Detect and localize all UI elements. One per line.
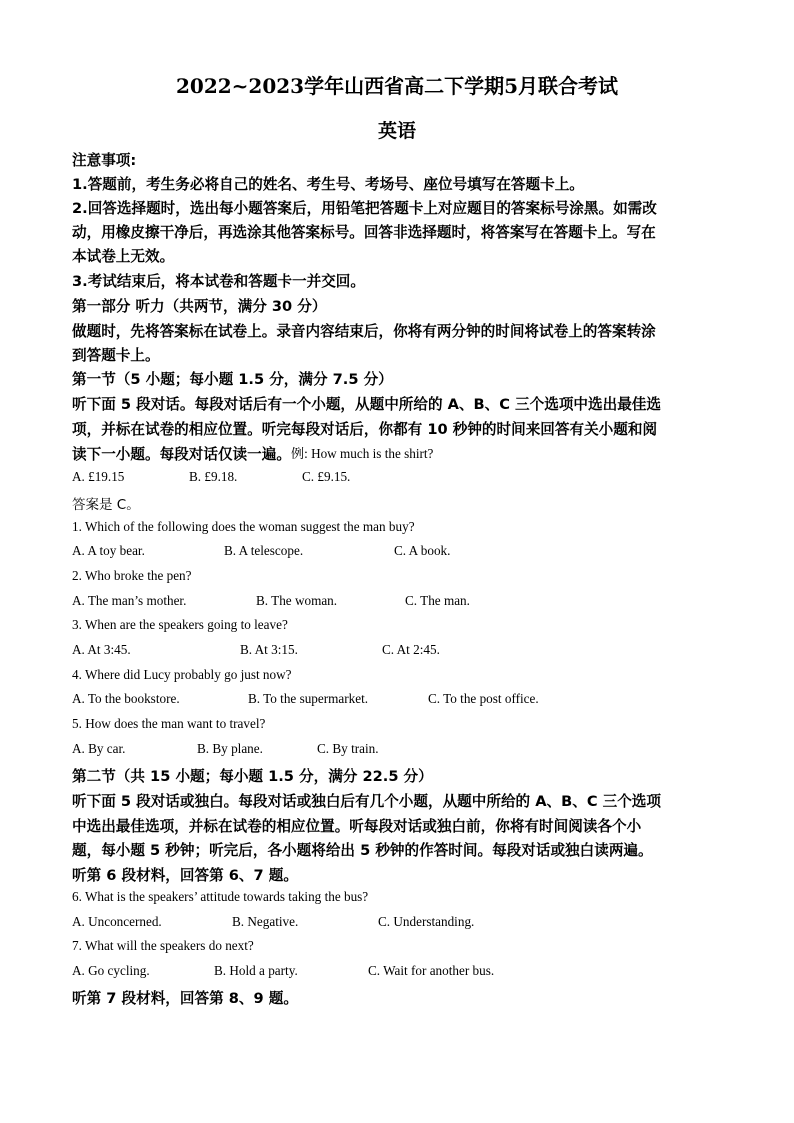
question-2-stem: 2. Who broke the pen? bbox=[72, 568, 192, 583]
question-4-options bbox=[72, 691, 732, 709]
option-b: B. A telescope. bbox=[224, 543, 304, 558]
option-b: B. By plane. bbox=[197, 741, 263, 756]
option-b: B. To the supermarket. bbox=[248, 691, 369, 706]
material-6-heading: 听第 6 段材料，回答第 6、7 题。 bbox=[72, 867, 298, 884]
notice-item-2-line-3: 本试卷上无效。 bbox=[72, 248, 175, 265]
option-c: C. By train. bbox=[317, 741, 379, 756]
exam-title: 2022~2023学年山西省高二下学期5月联合考试 bbox=[175, 74, 618, 98]
question-6-options bbox=[72, 914, 732, 932]
notice-item-2-line-2: 动，用橡皮擦干净后，再选涂其他答案标号。回答非选择题时，将答案写在答题卡上。写在 bbox=[72, 224, 656, 241]
section2-intro-line-2: 中选出最佳选项，并标在试卷的相应位置。听每段对话或独白前，你将有时间阅读各个小 bbox=[72, 818, 642, 835]
example-option-b: B. £9.18. bbox=[189, 469, 238, 484]
material-7-heading: 听第 7 段材料，回答第 8、9 题。 bbox=[72, 990, 298, 1007]
example-option-a: A. £19.15 bbox=[72, 469, 125, 484]
option-c: C. To the post office. bbox=[428, 691, 539, 706]
question-3-options bbox=[72, 642, 732, 660]
example-option-c: C. £9.15. bbox=[302, 469, 351, 484]
section1-intro-line-1: 听下面 5 段对话。每段对话后有一个小题，从题中所给的 A、B、C 三个选项中选出最佳选 bbox=[72, 396, 661, 413]
part1-heading: 第一部分 听力（共两节，满分 30 分） bbox=[72, 298, 327, 315]
part1-intro-line-1: 做题时，先将答案标在试卷上。录音内容结束后，你将有两分钟的时间将试卷上的答案转涂 bbox=[72, 323, 656, 340]
part1-intro-line-2: 到答题卡上。 bbox=[72, 347, 160, 364]
option-c: C. The man. bbox=[405, 593, 470, 608]
section1-intro-line-3-cn: 读下一小题。每段对话仅读一遍。 bbox=[72, 446, 291, 463]
question-7-options bbox=[72, 963, 732, 981]
example-question: 例: How much is the shirt? bbox=[290, 446, 434, 461]
option-a: A. At 3:45. bbox=[72, 642, 131, 657]
question-2-options bbox=[72, 593, 732, 611]
option-c: C. Wait for another bus. bbox=[368, 963, 495, 978]
option-a: A. By car. bbox=[72, 741, 126, 756]
option-a: A. To the bookstore. bbox=[72, 691, 180, 706]
option-b: B. The woman. bbox=[256, 593, 338, 608]
option-b: B. Hold a party. bbox=[214, 963, 298, 978]
section2-heading: 第二节（共 15 小题；每小题 1.5 分，满分 22.5 分） bbox=[72, 768, 433, 785]
option-a: A. A toy bear. bbox=[72, 543, 145, 558]
section1-intro-line-3 bbox=[72, 443, 732, 464]
option-c: C. At 2:45. bbox=[382, 642, 440, 657]
question-7-stem: 7. What will the speakers do next? bbox=[72, 938, 254, 953]
option-a: A. Go cycling. bbox=[72, 963, 150, 978]
option-b: B. Negative. bbox=[232, 914, 299, 929]
question-4-stem: 4. Where did Lucy probably go just now? bbox=[72, 667, 292, 682]
option-c: C. A book. bbox=[394, 543, 451, 558]
example-options bbox=[72, 469, 732, 487]
option-a: A. The man’s mother. bbox=[72, 593, 187, 608]
question-1-stem: 1. Which of the following does the woman suggest the man buy? bbox=[72, 519, 415, 534]
option-c: C. Understanding. bbox=[378, 914, 475, 929]
section1-heading: 第一节（5 小题；每小题 1.5 分，满分 7.5 分） bbox=[72, 371, 393, 388]
section2-intro-line-3: 题，每小题 5 秒钟；听完后，各小题将给出 5 秒钟的作答时间。每段对话或独白读两遍。 bbox=[72, 842, 653, 859]
question-3-stem: 3. When are the speakers going to leave? bbox=[72, 617, 288, 632]
option-a: A. Unconcerned. bbox=[72, 914, 162, 929]
question-5-options bbox=[72, 741, 732, 759]
question-1-options bbox=[72, 543, 732, 561]
section1-intro-line-2: 项，并标在试卷的相应位置。听完每段对话后，你都有 10 秒钟的时间来回答有关小题和阅 bbox=[72, 421, 658, 438]
notice-item-1: 1.答题前，考生务必将自己的姓名、考生号、考场号、座位号填写在答题卡上。 bbox=[72, 176, 584, 193]
question-5-stem: 5. How does the man want to travel? bbox=[72, 716, 266, 731]
option-b: B. At 3:15. bbox=[240, 642, 298, 657]
notice-heading: 注意事项: bbox=[72, 152, 137, 169]
section2-intro-line-1: 听下面 5 段对话或独白。每段对话或独白后有几个小题，从题中所给的 A、B、C 三个选项 bbox=[72, 793, 661, 810]
example-answer: 答案是 C。 bbox=[72, 497, 140, 513]
subject-title: 英语 bbox=[377, 120, 416, 142]
notice-item-3: 3.考试结束后，将本试卷和答题卡一并交回。 bbox=[72, 273, 365, 290]
notice-item-2-line-1: 2.回答选择题时，选出每小题答案后，用铅笔把答题卡上对应题目的答案标号涂黑。如需改 bbox=[72, 200, 657, 217]
question-6-stem: 6. What is the speakers’ attitude towards taking the bus? bbox=[72, 889, 369, 904]
